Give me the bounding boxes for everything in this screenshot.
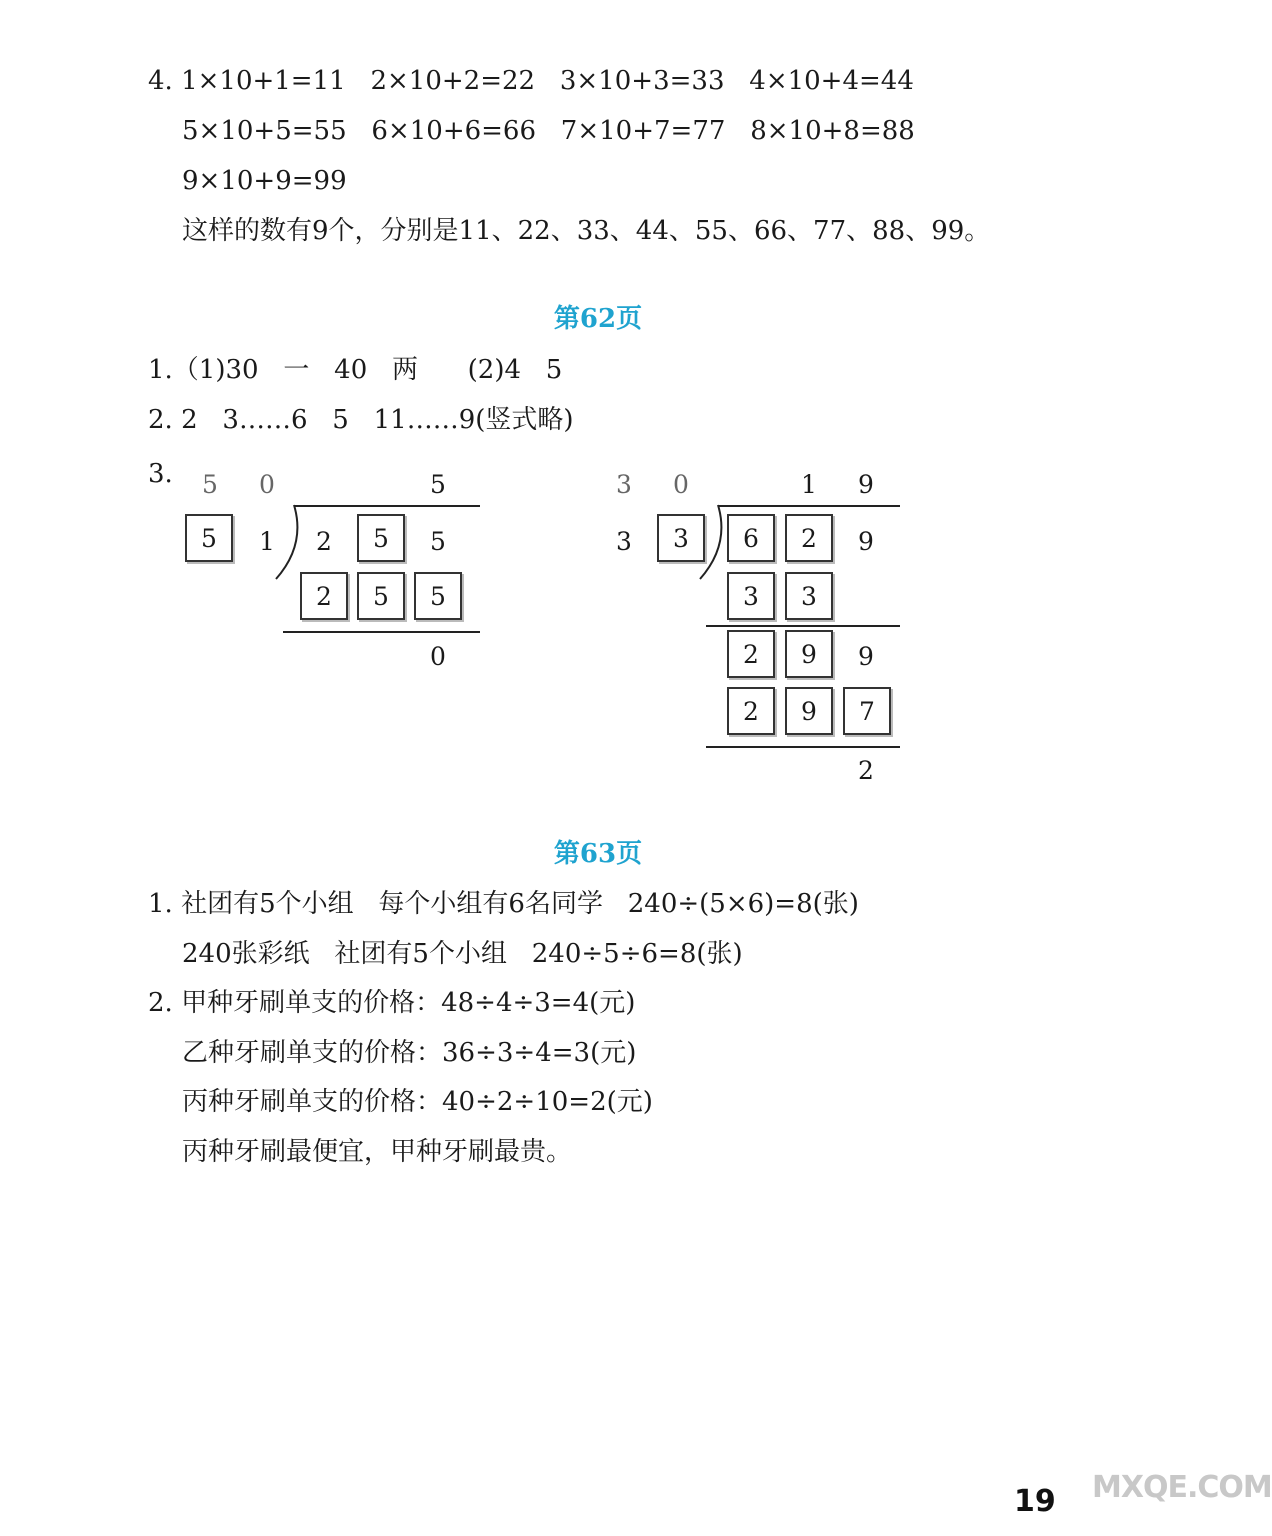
p63-q2-row3: 丙种牙刷单支的价格：40÷2÷10=2(元) bbox=[182, 1087, 653, 1117]
div2-product2-box: 9 bbox=[785, 687, 833, 735]
p63-q1-row1: 1. 社团有5个小组 每个小组有6名同学 240÷(5×6)=8(张) bbox=[148, 889, 859, 919]
div1-top-digit: 5 bbox=[430, 470, 446, 499]
div2-top-digit: 9 bbox=[858, 470, 874, 499]
div1-divisor-box: 5 bbox=[185, 514, 233, 562]
div1-top-digit: 0 bbox=[259, 470, 275, 499]
div1-product-box: 2 bbox=[300, 572, 348, 620]
div2-divisor-box: 3 bbox=[657, 514, 705, 562]
div2-top-digit: 1 bbox=[801, 470, 817, 499]
q4-row3: 9×10+9=99 bbox=[182, 166, 347, 196]
div2-top-digit: 3 bbox=[616, 470, 632, 499]
div1-bar bbox=[295, 505, 480, 507]
p63-q2-row4: 丙种牙刷最便宜，甲种牙刷最贵。 bbox=[182, 1137, 573, 1167]
div1-dividend-digit: 5 bbox=[430, 527, 446, 556]
div1-product-box: 5 bbox=[357, 572, 405, 620]
div1-remainder: 0 bbox=[430, 642, 446, 671]
q4-row2: 5×10+5=55 6×10+6=66 7×10+7=77 8×10+8=88 bbox=[182, 116, 915, 146]
p63-q1-row2: 240张彩纸 社团有5个小组 240÷5÷6=8(张) bbox=[182, 939, 743, 969]
div2-partial-box: 2 bbox=[727, 630, 775, 678]
page-number: 19 bbox=[1014, 1484, 1056, 1519]
div1-divisor-digit: 1 bbox=[259, 527, 275, 556]
div1-dividend-digit: 2 bbox=[316, 527, 332, 556]
div2-partial-digit: 9 bbox=[858, 642, 874, 671]
div1-top-digit: 5 bbox=[202, 470, 218, 499]
q4-row4: 这样的数有9个，分别是11、22、33、44、55、66、77、88、99。 bbox=[182, 216, 991, 246]
div2-product2-box: 7 bbox=[843, 687, 891, 735]
div1-dividend-box: 5 bbox=[357, 514, 405, 562]
div2-remainder: 2 bbox=[858, 756, 874, 785]
div2-partial-box: 9 bbox=[785, 630, 833, 678]
div2-top-digit: 0 bbox=[673, 470, 689, 499]
div2-dividend-digit: 9 bbox=[858, 527, 874, 556]
div2-product1-box: 3 bbox=[727, 572, 775, 620]
div1-product-box: 5 bbox=[414, 572, 462, 620]
page63-heading: 第63页 bbox=[553, 839, 643, 869]
div1-sub-line bbox=[283, 631, 480, 633]
div2-dividend-box: 2 bbox=[785, 514, 833, 562]
p62-q2: 2. 2 3……6 5 11……9(竖式略) bbox=[148, 405, 574, 435]
div2-dividend-box: 6 bbox=[727, 514, 775, 562]
p62-q3-label: 3. bbox=[148, 459, 173, 489]
page62-heading: 第62页 bbox=[553, 304, 643, 334]
div2-product1-box: 3 bbox=[785, 572, 833, 620]
watermark-logo: MXQE.COM bbox=[1092, 1470, 1272, 1505]
q4-row1: 4. 1×10+1=11 2×10+2=22 3×10+3=33 4×10+4=44 bbox=[148, 66, 914, 96]
div2-divisor-digit: 3 bbox=[616, 527, 632, 556]
div2-bar bbox=[718, 505, 900, 507]
div2-sub-line-1 bbox=[706, 625, 900, 627]
div2-sub-line-2 bbox=[706, 746, 900, 748]
p62-q1: 1.（1)30 一 40 两 (2)4 5 bbox=[148, 355, 563, 385]
p63-q2-row1: 2. 甲种牙刷单支的价格：48÷4÷3=4(元) bbox=[148, 988, 636, 1018]
p63-q2-row2: 乙种牙刷单支的价格：36÷3÷4=3(元) bbox=[182, 1038, 637, 1068]
div2-product2-box: 2 bbox=[727, 687, 775, 735]
